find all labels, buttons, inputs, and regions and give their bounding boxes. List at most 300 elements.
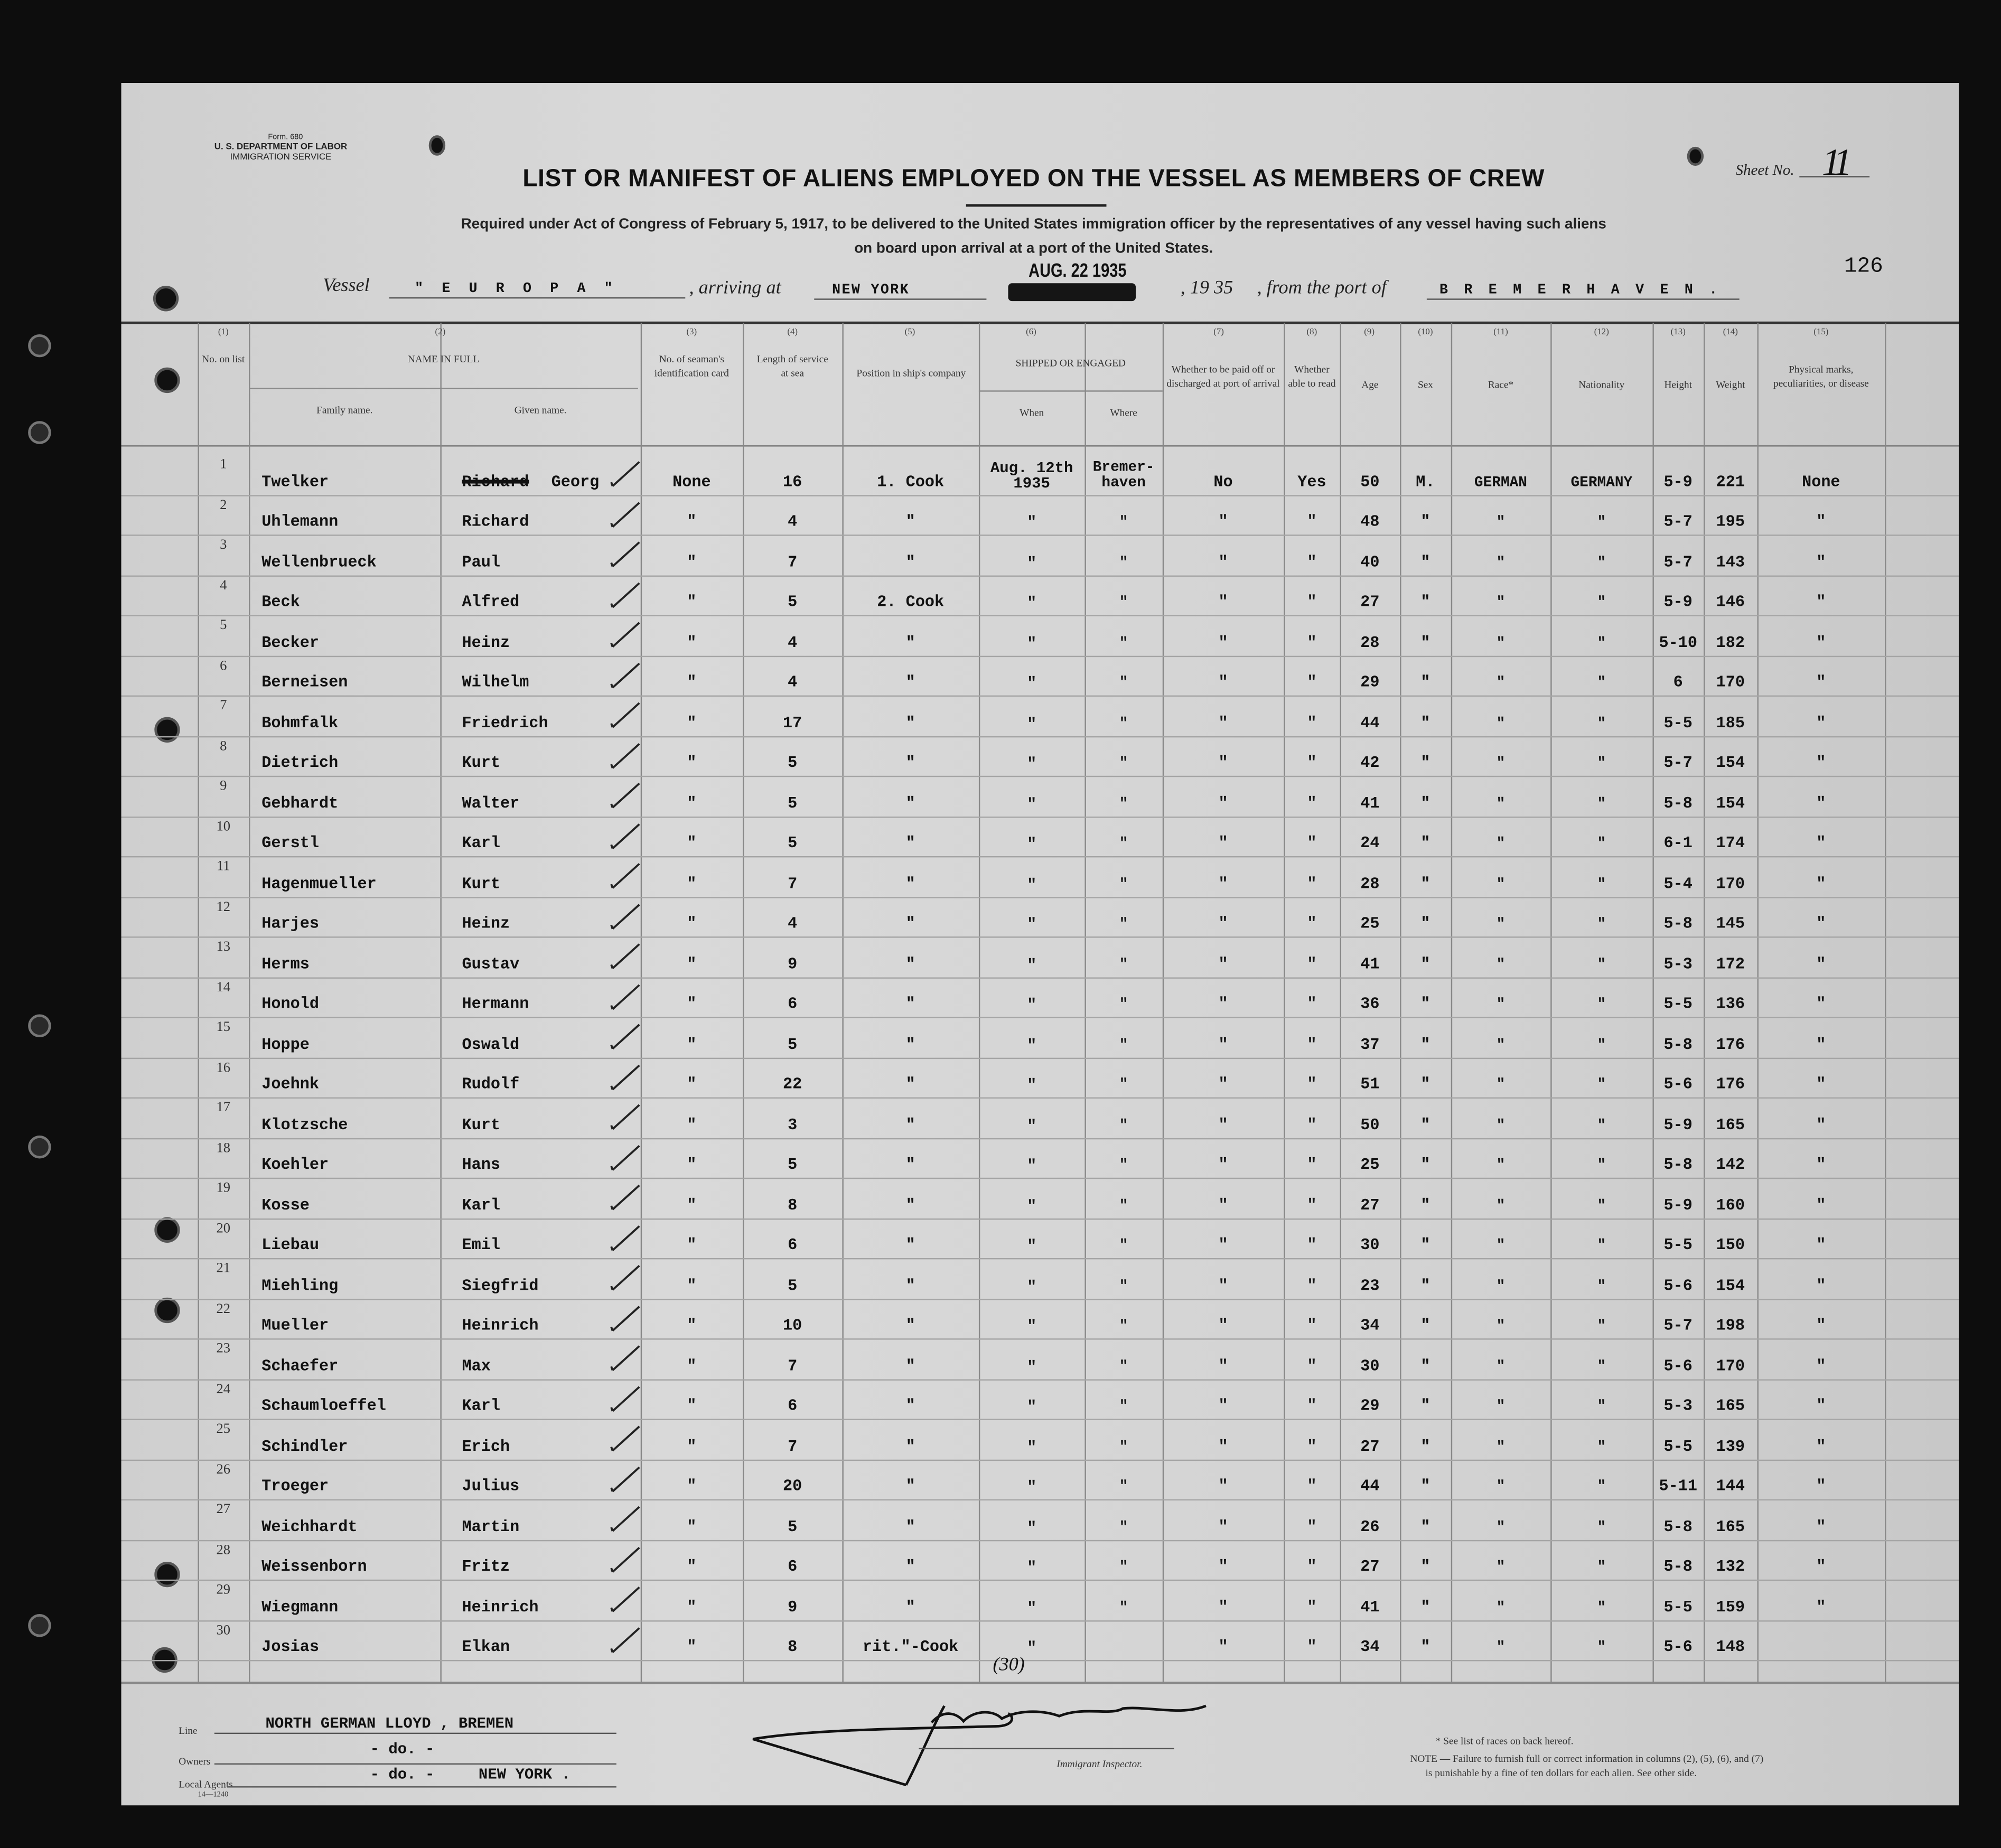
punch-hole [28,421,51,444]
form-number: Form. 680 [268,134,303,142]
pos-cell: " [905,955,915,973]
row-number: 23 [216,1341,231,1356]
family-name: Schaumloeffel [261,1397,386,1415]
nat-cell: " [1597,795,1606,812]
column-rule [1885,323,1886,1682]
age-cell: 29 [1360,673,1380,692]
age-cell: 50 [1360,1115,1380,1134]
header-sex: Sex [1417,379,1433,391]
title-rule [966,204,1107,207]
nat-cell: " [1597,1438,1606,1456]
marks-cell: " [1816,673,1826,692]
when-cell: " [1027,755,1037,773]
checkmark-icon [609,1101,642,1132]
len-cell: 5 [788,1517,798,1536]
h-cell: 5-9 [1663,1196,1693,1214]
race-cell: " [1496,1478,1506,1496]
len-cell: 4 [788,915,798,933]
marks-cell: " [1816,1075,1826,1094]
id-cell: " [687,995,697,1014]
nat-cell: " [1597,634,1606,652]
when-cell: " [1027,956,1037,974]
crew-row [198,1541,1885,1581]
w-cell: 154 [1716,754,1745,772]
id-cell: " [687,1236,697,1254]
when-cell: " [1027,1278,1037,1296]
given-name: Paul [462,553,501,571]
nat-cell: " [1597,594,1606,612]
h-cell: 5-10 [1659,633,1698,652]
race-cell: " [1496,514,1506,531]
where-cell: " [1119,1237,1128,1254]
race-cell: " [1496,996,1506,1014]
h-cell: 5-6 [1663,1075,1693,1094]
checkmark-icon [609,1503,642,1534]
paid-cell: " [1218,513,1228,531]
paid-cell: " [1218,754,1228,772]
races-note: * See list of races on back hereof. [1435,1735,1574,1747]
h-cell: 5-8 [1663,794,1693,812]
nat-cell: " [1597,876,1606,893]
len-cell: 5 [788,754,798,772]
ink-blot [429,135,445,156]
header-age: Age [1361,379,1379,391]
marks-cell: " [1816,633,1826,652]
sex-cell: " [1420,1598,1430,1616]
scan-border [121,1805,1959,1847]
age-cell: 23 [1360,1277,1380,1294]
paid-cell: " [1218,633,1228,652]
checkmark-icon [609,1423,642,1453]
when-cell: " [1027,1599,1037,1618]
race-cell: " [1496,1639,1506,1656]
row-number: 4 [220,577,227,593]
marks-cell: " [1816,513,1826,531]
row-number: 8 [220,738,227,754]
vessel-label: Vessel [323,275,370,296]
sex-cell: " [1420,1558,1430,1576]
sex-cell: " [1420,1437,1430,1456]
row-number: 24 [216,1381,231,1397]
pos-cell: " [905,553,915,571]
id-cell: " [687,1357,697,1375]
punch-hole [28,1614,51,1637]
paid-cell: " [1218,1437,1228,1456]
id-cell: " [687,915,697,933]
w-cell: 176 [1716,1035,1745,1054]
year-label: , 19 35 [1180,278,1233,299]
agents-label: Local Agents [179,1778,233,1790]
checkmark-icon [609,1302,642,1333]
len-cell: 5 [788,1156,798,1174]
given-name: Hans [462,1156,501,1174]
inspector-label: Immigrant Inspector. [1056,1758,1143,1770]
marks-cell: " [1816,1598,1826,1616]
where-cell: " [1119,996,1128,1014]
w-cell: 182 [1716,633,1745,652]
paid-cell: " [1218,995,1228,1014]
race-cell: " [1496,1599,1506,1616]
family-name: Koehler [261,1156,329,1174]
family-name: Schaefer [261,1357,339,1375]
read-cell: " [1307,875,1317,893]
id-cell: None [672,473,711,491]
paid-cell: " [1218,1277,1228,1294]
crew-row [198,1420,1885,1460]
race-cell: GERMAN [1474,474,1527,491]
nat-cell: " [1597,1519,1606,1536]
punch-hole [154,368,180,393]
when-cell: " [1027,715,1037,733]
family-name: Josias [261,1638,319,1656]
family-name: Weissenborn [261,1558,367,1576]
crew-row [198,978,1885,1018]
id-cell: " [687,1317,697,1335]
crew-row [198,1139,1885,1179]
column-number: (3) [686,326,697,337]
sheet-number-value: 11 [1799,151,1869,177]
age-cell: 28 [1360,875,1380,893]
nat-cell: " [1597,1117,1606,1134]
h-cell: 5-7 [1663,1317,1693,1335]
column-number: (2) [435,326,446,337]
age-cell: 28 [1360,633,1380,652]
page-title: LIST OR MANIFEST OF ALIENS EMPLOYED ON THE VESSEL AS MEMBERS OF CREW [522,166,1545,193]
h-cell: 6-1 [1663,834,1693,852]
given-name: Walter [462,794,520,812]
read-cell: " [1307,1477,1317,1496]
where-cell: " [1119,1599,1128,1616]
family-name: Berneisen [261,673,348,692]
id-cell: " [687,875,697,893]
given-name: Martin [462,1517,520,1536]
marks-cell: " [1816,834,1826,852]
crew-row [198,1099,1885,1139]
paid-cell: " [1218,1196,1228,1214]
age-cell: 30 [1360,1236,1380,1254]
h-cell: 5-6 [1663,1638,1693,1656]
family-name: Hagenmueller [261,875,377,893]
pos-cell: " [905,1397,915,1415]
read-cell: " [1307,673,1317,692]
h-cell: 5-9 [1663,1115,1693,1134]
when-cell: " [1027,1438,1037,1457]
paid-cell: " [1218,834,1228,852]
crew-row [198,656,1885,697]
len-cell: 6 [788,1558,798,1576]
row-number: 20 [216,1220,231,1236]
age-cell: 41 [1360,1598,1380,1616]
race-cell: " [1496,1318,1506,1335]
checkmark-icon [609,699,642,730]
paid-cell: " [1218,1156,1228,1174]
read-cell: " [1307,1437,1317,1456]
shipped-divider [979,390,1163,391]
paid-cell: " [1218,1397,1228,1415]
header-family-name: Family name. [316,404,373,416]
sex-cell: " [1420,513,1430,531]
checkmark-icon [609,1624,642,1654]
when-cell: " [1027,1318,1037,1336]
race-cell: " [1496,1197,1506,1214]
row-number: 14 [216,979,231,995]
len-cell: 5 [788,794,798,812]
header-where: Where [1110,407,1137,419]
where-cell: " [1119,554,1128,571]
pos-cell: " [905,1236,915,1254]
read-cell: " [1307,1156,1317,1174]
given-name: Siegfrid [462,1277,539,1294]
marks-cell: " [1816,593,1826,612]
read-cell: " [1307,553,1317,571]
where-cell: " [1119,1358,1128,1375]
given-name: Heinrich [462,1317,539,1335]
crew-row [198,697,1885,737]
row-number: 10 [216,818,231,834]
sex-cell: " [1420,714,1430,732]
sex-cell: " [1420,1477,1430,1496]
age-cell: 24 [1360,834,1380,852]
checkmark-icon [609,579,642,609]
given-name: Emil [462,1236,501,1254]
h-cell: 5-6 [1663,1277,1693,1294]
department: U. S. DEPARTMENT OF LABOR [214,143,348,152]
len-cell: 10 [783,1317,802,1335]
race-cell: " [1496,755,1506,772]
checkmark-icon [609,1061,642,1092]
where-cell: " [1119,1117,1128,1134]
sex-cell: " [1420,834,1430,852]
row-number: 26 [216,1461,231,1477]
where-cell: " [1119,634,1128,652]
paid-cell: " [1218,1075,1228,1094]
marks-cell: " [1816,875,1826,893]
marks-cell: " [1816,794,1826,812]
read-cell: " [1307,1357,1317,1375]
given-name: Heinz [462,633,510,652]
w-cell: 165 [1716,1115,1745,1134]
w-cell: 176 [1716,1075,1745,1094]
age-cell: 25 [1360,1156,1380,1174]
header-given-name: Given name. [514,404,567,416]
given-name: Hermann [462,995,529,1014]
given-name: Elkan [462,1638,510,1656]
w-cell: 148 [1716,1638,1745,1656]
when-cell: " [1027,795,1037,814]
nat-cell: " [1597,1157,1606,1174]
marks-cell: " [1816,1397,1826,1415]
when-cell: " [1027,594,1037,613]
sex-cell: " [1420,553,1430,571]
given-name: Heinrich [462,1598,539,1616]
w-cell: 165 [1716,1397,1745,1415]
age-cell: 51 [1360,1075,1380,1094]
marks-cell: " [1816,1517,1826,1536]
pos-cell: 2. Cook [877,593,945,612]
crew-row [198,1018,1885,1058]
read-cell: " [1307,1236,1317,1254]
w-cell: 170 [1716,673,1745,692]
family-name: Wellenbrueck [261,553,377,571]
h-cell: 5-4 [1663,875,1693,893]
marks-cell: " [1816,1357,1826,1375]
family-name: Beck [261,593,300,612]
paid-cell: " [1218,915,1228,933]
punch-hole [28,1136,51,1158]
pos-cell: " [905,875,915,893]
h-cell: 5-5 [1663,1236,1693,1254]
len-cell: 6 [788,1236,798,1254]
family-name: Dietrich [261,754,339,772]
column-number: (14) [1723,326,1738,337]
w-cell: 174 [1716,834,1745,852]
row-number: 1 [220,456,227,472]
len-cell: 7 [788,553,798,571]
id-cell: " [687,754,697,772]
punch-hole [153,286,179,311]
row-number: 5 [220,617,227,633]
crew-row [198,1500,1885,1541]
checkmark-icon [609,1383,642,1413]
race-cell: " [1496,876,1506,893]
when-cell: " [1027,1117,1037,1135]
checkmark-icon [609,780,642,810]
sex-cell: " [1420,1397,1430,1415]
len-cell: 22 [783,1075,802,1094]
read-cell: " [1307,1317,1317,1335]
given-name: Gustav [462,955,520,973]
marks-cell: " [1816,1477,1826,1496]
agents-city: NEW YORK . [478,1766,571,1784]
line-label: Line [179,1725,198,1737]
crew-row [198,1058,1885,1099]
h-cell: 5-5 [1663,1437,1693,1456]
paid-cell: " [1218,1115,1228,1134]
checkmark-icon [609,1342,642,1373]
crew-row [198,898,1885,938]
where-cell: " [1119,1036,1128,1054]
h-cell: 5-11 [1659,1477,1698,1496]
where-cell: " [1119,1398,1128,1415]
family-name: Klotzsche [261,1115,348,1134]
h-cell: 5-7 [1663,553,1693,571]
marks-cell: " [1816,1156,1826,1174]
nat-cell: " [1597,755,1606,772]
age-cell: 50 [1360,473,1380,491]
read-cell: " [1307,1075,1317,1094]
page-number: 126 [1844,255,1883,280]
nat-cell: " [1597,1358,1606,1375]
family-name: Harjes [261,915,319,933]
where-cell: " [1119,1559,1128,1576]
marks-cell: " [1816,1277,1826,1294]
sheet-label: Sheet No. [1735,161,1794,179]
checkmark-icon [609,940,642,971]
row-number: 21 [216,1260,231,1276]
sex-cell: " [1420,593,1430,612]
paid-cell: " [1218,955,1228,973]
where-cell: " [1119,795,1128,812]
race-cell: " [1496,1559,1506,1576]
where-cell: " [1119,836,1128,852]
paid-cell: " [1218,553,1228,571]
len-cell: 20 [783,1477,802,1496]
where-cell: " [1119,1278,1128,1294]
family-name: Miehling [261,1277,339,1294]
pos-cell: rit."-Cook [863,1638,959,1656]
pos-cell: " [905,1517,915,1536]
paid-cell: " [1218,1558,1228,1576]
paid-cell: " [1218,1317,1228,1335]
marks-cell: " [1816,714,1826,732]
w-cell: 221 [1716,473,1745,491]
marks-cell: " [1816,553,1826,571]
sex-cell: " [1420,754,1430,772]
nat-cell: " [1597,1318,1606,1335]
where-cell: " [1119,514,1128,531]
punch-hole [154,1298,180,1323]
crew-row [198,817,1885,857]
sex-cell: " [1420,1357,1430,1375]
read-cell: " [1307,513,1317,531]
line-value: NORTH GERMAN LLOYD , BREMEN [214,1715,616,1734]
checkmark-icon [609,981,642,1011]
nat-cell: " [1597,1639,1606,1656]
when-cell: " [1027,876,1037,894]
when-cell: " [1027,916,1037,934]
len-cell: 5 [788,593,798,612]
nat-cell: " [1597,554,1606,571]
paid-cell: " [1218,714,1228,732]
len-cell: 7 [788,1437,798,1456]
pos-cell: " [905,1357,915,1375]
checkmark-icon [609,739,642,770]
age-cell: 27 [1360,1196,1380,1214]
nat-cell: " [1597,514,1606,531]
nat-cell: " [1597,1197,1606,1214]
age-cell: 27 [1360,593,1380,612]
pos-cell: 1. Cook [877,473,945,491]
header-position: Position in ship's company [856,367,966,379]
age-cell: 34 [1360,1638,1380,1656]
crew-row [198,1581,1885,1621]
given-name: Georg [551,473,600,491]
subtitle-line-2: on board upon arrival at a port of the United States. [854,241,1213,257]
given-name-struck: Richard [462,473,529,491]
checkmark-icon [609,820,642,850]
when-cell: " [1027,836,1037,854]
h-cell: 5-8 [1663,915,1693,933]
race-cell: " [1496,715,1506,732]
paid-cell: " [1218,1236,1228,1254]
marks-cell: " [1816,1035,1826,1054]
family-name: Schindler [261,1437,348,1456]
race-cell: " [1496,956,1506,973]
checkmark-icon [609,538,642,569]
crew-row [198,1340,1885,1380]
id-cell: " [687,834,697,852]
family-name: Troeger [261,1477,329,1496]
len-cell: 7 [788,875,798,893]
paid-cell: " [1218,1598,1228,1616]
family-name: Twelker [261,473,329,491]
given-name: Karl [462,1397,501,1415]
w-cell: 150 [1716,1236,1745,1254]
sex-cell: " [1420,955,1430,973]
table-top-rule [121,322,1959,324]
w-cell: 159 [1716,1598,1745,1616]
header-when: When [1020,407,1044,419]
